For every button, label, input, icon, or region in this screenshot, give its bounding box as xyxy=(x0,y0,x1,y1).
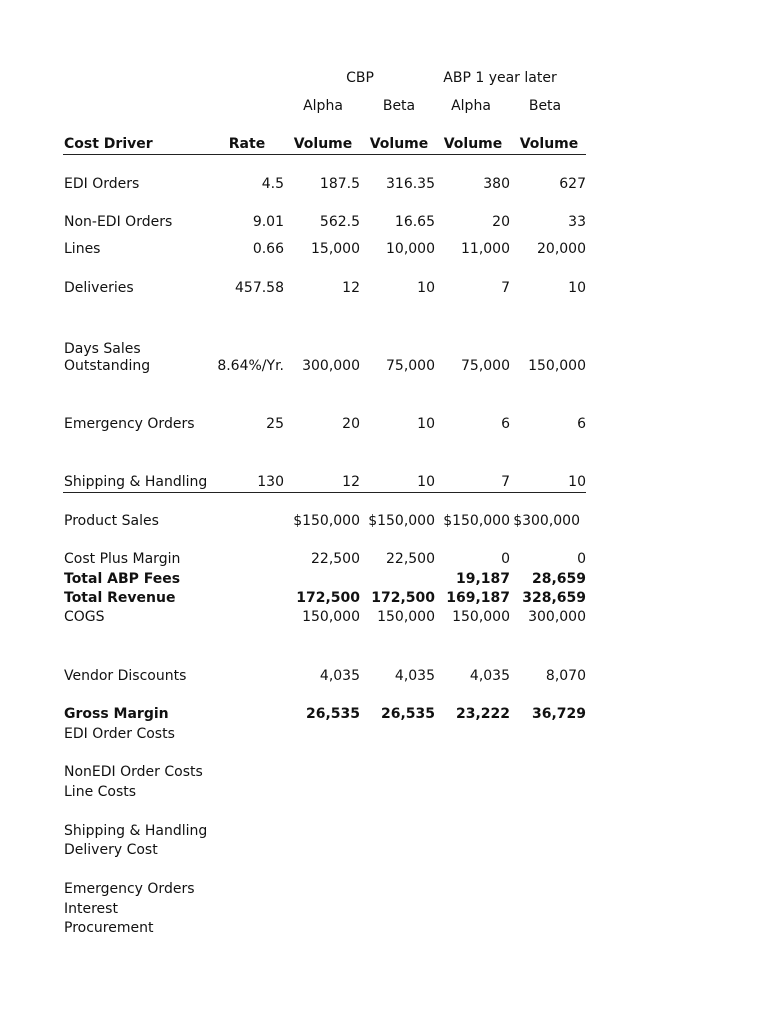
driver-value: 6 xyxy=(501,416,510,432)
cost-item-line-costs: Line Costs xyxy=(64,784,137,800)
driver-rate: 457.58 xyxy=(235,280,284,296)
driver-value: 7 xyxy=(501,474,510,490)
header-volume-4: Volume xyxy=(519,136,579,152)
driver-rate: 4.5 xyxy=(261,176,284,192)
driver-rate: 130 xyxy=(257,474,284,490)
summary-label: Cost Plus Margin xyxy=(64,551,181,567)
summary-value: 150,000 xyxy=(302,609,360,625)
cost-item-edi-order-costs: EDI Order Costs xyxy=(64,726,175,742)
summary-value: 4,035 xyxy=(394,668,435,684)
summary-value: 300,000 xyxy=(528,609,586,625)
summary-label: Gross Margin xyxy=(64,706,169,722)
driver-label: Deliveries xyxy=(64,280,134,296)
summary-label: Vendor Discounts xyxy=(64,668,187,684)
summary-value: 328,659 xyxy=(522,590,586,606)
driver-rate: 9.01 xyxy=(252,214,284,230)
driver-value: 12 xyxy=(342,280,360,296)
header-sub-abp-beta: Beta xyxy=(528,98,562,114)
summary-value: 150,000 xyxy=(377,609,435,625)
driver-value: 20 xyxy=(342,416,360,432)
summary-value: $150,000 xyxy=(293,513,360,529)
summary-value: 172,500 xyxy=(371,590,435,606)
driver-value: 10,000 xyxy=(386,241,435,257)
driver-value: 10 xyxy=(417,416,435,432)
summary-value: 0 xyxy=(501,551,510,567)
drivers-rule xyxy=(63,492,586,493)
driver-value: 10 xyxy=(568,474,586,490)
driver-value: 10 xyxy=(417,474,435,490)
header-group-cbp: CBP xyxy=(346,70,374,86)
summary-value: $300,000 xyxy=(513,513,580,529)
driver-value: 11,000 xyxy=(461,241,510,257)
summary-value: 150,000 xyxy=(452,609,510,625)
summary-value: 26,535 xyxy=(380,706,435,722)
summary-value: 36,729 xyxy=(531,706,586,722)
driver-value: 75,000 xyxy=(461,358,510,374)
driver-value: 7 xyxy=(501,280,510,296)
summary-label: Product Sales xyxy=(64,513,159,529)
cost-item-interest: Interest xyxy=(64,901,118,917)
driver-value: 16.65 xyxy=(394,214,435,230)
summary-value: 4,035 xyxy=(469,668,510,684)
header-sub-abp-alpha: Alpha xyxy=(451,98,491,114)
driver-rate: 8.64%/Yr. xyxy=(217,358,284,374)
header-rate: Rate xyxy=(228,136,266,152)
driver-value: 12 xyxy=(342,474,360,490)
summary-value: 23,222 xyxy=(455,706,510,722)
header-rule xyxy=(63,154,586,155)
summary-label: COGS xyxy=(64,609,105,625)
driver-value: 15,000 xyxy=(311,241,360,257)
cost-item-procurement: Procurement xyxy=(64,920,154,936)
driver-value: 187.5 xyxy=(319,176,360,192)
driver-label-line2: Outstanding xyxy=(64,358,151,374)
header-cost-driver: Cost Driver xyxy=(64,136,153,152)
driver-value: 380 xyxy=(483,176,510,192)
header-volume-2: Volume xyxy=(369,136,429,152)
header-group-abp: ABP 1 year later xyxy=(443,70,557,86)
driver-value: 10 xyxy=(568,280,586,296)
summary-value: 4,035 xyxy=(319,668,360,684)
driver-label: Non-EDI Orders xyxy=(64,214,173,230)
driver-rate: 25 xyxy=(266,416,284,432)
driver-value: 20,000 xyxy=(537,241,586,257)
driver-label: Shipping & Handling xyxy=(64,474,208,490)
driver-value: 10 xyxy=(417,280,435,296)
summary-value: 172,500 xyxy=(296,590,360,606)
driver-value: 627 xyxy=(559,176,586,192)
driver-label: EDI Orders xyxy=(64,176,140,192)
driver-value: 75,000 xyxy=(386,358,435,374)
driver-label: Emergency Orders xyxy=(64,416,195,432)
header-volume-3: Volume xyxy=(443,136,503,152)
summary-value: 0 xyxy=(577,551,586,567)
summary-value: 28,659 xyxy=(531,571,586,587)
driver-label: Lines xyxy=(64,241,101,257)
driver-value: 300,000 xyxy=(302,358,360,374)
summary-value: 19,187 xyxy=(455,571,510,587)
summary-label: Total Revenue xyxy=(64,590,176,606)
cost-item-delivery-cost: Delivery Cost xyxy=(64,842,158,858)
driver-value: 316.35 xyxy=(386,176,435,192)
header-volume-1: Volume xyxy=(293,136,353,152)
summary-value: $150,000 xyxy=(443,513,510,529)
summary-value: 22,500 xyxy=(386,551,435,567)
summary-value: 8,070 xyxy=(545,668,586,684)
driver-value: 20 xyxy=(492,214,510,230)
driver-value: 6 xyxy=(577,416,586,432)
summary-value: 169,187 xyxy=(446,590,510,606)
summary-value: $150,000 xyxy=(368,513,435,529)
cost-item-shipping-handling: Shipping & Handling xyxy=(64,823,208,839)
cost-item-emergency-orders: Emergency Orders xyxy=(64,881,195,897)
summary-label: Total ABP Fees xyxy=(64,571,181,587)
summary-value: 22,500 xyxy=(311,551,360,567)
driver-value: 150,000 xyxy=(528,358,586,374)
driver-label-line1: Days Sales xyxy=(64,341,141,357)
driver-value: 33 xyxy=(568,214,586,230)
driver-rate: 0.66 xyxy=(252,241,284,257)
header-sub-cbp-alpha: Alpha xyxy=(303,98,343,114)
driver-value: 562.5 xyxy=(319,214,360,230)
cost-item-nonedi-order-costs: NonEDI Order Costs xyxy=(64,764,203,780)
header-sub-cbp-beta: Beta xyxy=(382,98,416,114)
summary-value: 26,535 xyxy=(305,706,360,722)
